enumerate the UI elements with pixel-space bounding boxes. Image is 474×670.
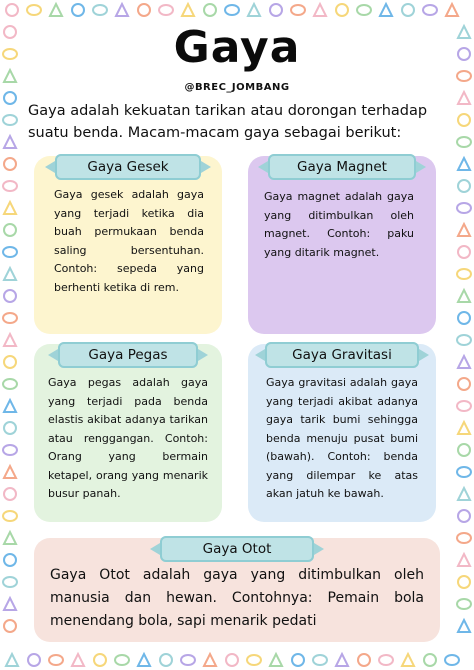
doodle-shape: [3, 181, 17, 191]
doodle-shape: [291, 5, 305, 15]
doodle-shape: [4, 466, 16, 478]
doodle-shape: [4, 290, 16, 302]
doodle-shape: [458, 620, 470, 632]
doodle-shape: [457, 599, 471, 609]
doodle-shape: [458, 246, 470, 258]
doodle-shape: [49, 655, 63, 665]
doodle-shape: [226, 654, 238, 666]
doodle-shape: [72, 654, 84, 666]
doodle-shape: [458, 312, 470, 324]
card-heading: Gaya Pegas: [58, 342, 198, 368]
doodle-shape: [181, 655, 195, 665]
doodle-shape: [4, 598, 16, 610]
doodle-shape: [458, 158, 470, 170]
doodle-shape: [4, 334, 16, 346]
doodle-shape: [458, 422, 470, 434]
doodle-shape: [336, 654, 348, 666]
doodle-shape: [445, 655, 459, 665]
card-text: Gaya gravitasi adalah gaya yang terjadi akibat adanya gaya tarik bumi sehingga benda menuju pusat bumi (bawah). Contoh: benda yang dilempar ke atas akan jatuh ke bawah.: [266, 376, 418, 500]
doodle-shape: [4, 422, 16, 434]
doodle-shape: [27, 5, 41, 15]
card-heading: Gaya Gesek: [55, 154, 201, 180]
card-gaya-gesek: [34, 156, 222, 334]
doodle-shape: [248, 4, 260, 16]
doodle-shape: [458, 378, 470, 390]
doodle-shape: [270, 4, 282, 16]
doodle-shape: [115, 655, 129, 665]
doodle-shape: [458, 576, 470, 588]
doodle-shape: [457, 269, 471, 279]
card-gaya-otot: [34, 538, 440, 642]
doodle-shape: [458, 554, 470, 566]
doodle-shape: [458, 444, 470, 456]
card-gaya-pegas: [34, 344, 222, 522]
doodle-shape: [160, 654, 172, 666]
doodle-shape: [457, 467, 471, 477]
doodle-shape: [3, 247, 17, 257]
page-title: Gaya: [173, 22, 301, 73]
doodle-shape: [4, 202, 16, 214]
doodle-shape: [138, 654, 150, 666]
doodle-shape: [458, 290, 470, 302]
doodle-shape: [380, 4, 392, 16]
doodle-shape: [3, 577, 17, 587]
doodle-shape: [6, 654, 18, 666]
card-heading: Gaya Otot: [160, 536, 314, 562]
doodle-shape: [4, 488, 16, 500]
doodle-shape: [358, 654, 370, 666]
doodle-shape: [3, 115, 17, 125]
doodle-shape: [402, 654, 414, 666]
doodle-shape: [336, 4, 348, 16]
doodle-shape: [225, 5, 239, 15]
doodle-shape: [424, 654, 436, 666]
doodle-shape: [313, 655, 327, 665]
doodle-shape: [72, 4, 84, 16]
doodle-shape: [446, 4, 458, 16]
doodle-shape: [116, 4, 128, 16]
doodle-shape: [94, 654, 106, 666]
doodle-shape: [458, 488, 470, 500]
doodle-shape: [4, 224, 16, 236]
doodle-shape: [270, 654, 282, 666]
card-heading: Gaya Magnet: [268, 154, 416, 180]
doodle-shape: [3, 379, 17, 389]
card-text: Gaya magnet adalah gaya yang ditimbulkan oleh magnet. Contoh: paku yang ditarik magnet.: [264, 190, 414, 259]
card-text: Gaya pegas adalah gaya yang terjadi pada benda elastis akibat adanya tarikan atau renggangan. Contoh: Orang yang bermain ketapel, orang yang menarik busur panah.: [48, 376, 208, 500]
doodle-shape: [457, 533, 471, 543]
doodle-shape: [4, 158, 16, 170]
doodle-shape: [458, 510, 470, 522]
doodle-shape: [457, 203, 471, 213]
doodle-shape: [4, 620, 16, 632]
doodle-shape: [6, 4, 18, 16]
doodle-shape: [4, 268, 16, 280]
doodle-shape: [138, 4, 150, 16]
doodle-shape: [204, 654, 216, 666]
doodle-shape: [314, 4, 326, 16]
doodle-shape: [4, 554, 16, 566]
card-text: Gaya Otot adalah gaya yang ditimbulkan oleh manusia dan hewan. Contohnya: Pemain bola menendang bola, sapi menarik pedati: [50, 567, 424, 629]
doodle-shape: [28, 654, 40, 666]
doodle-shape: [357, 5, 371, 15]
doodle-shape: [457, 335, 471, 345]
doodle-shape: [4, 400, 16, 412]
doodle-shape: [93, 5, 107, 15]
doodle-shape: [4, 92, 16, 104]
doodle-shape: [457, 137, 471, 147]
doodle-shape: [458, 356, 470, 368]
doodle-shape: [423, 5, 437, 15]
doodle-shape: [159, 5, 173, 15]
doodle-shape: [458, 114, 470, 126]
doodle-shape: [4, 356, 16, 368]
doodle-shape: [182, 4, 194, 16]
intro-paragraph: Gaya adalah kekuatan tarikan atau dorongan terhadap suatu benda. Macam-macam gaya sebagai berikut:: [28, 103, 428, 141]
doodle-shape: [3, 313, 17, 323]
card-gaya-gravitasi: [248, 344, 436, 522]
doodle-shape: [402, 4, 414, 16]
doodle-shape: [379, 655, 393, 665]
doodle-shape: [292, 654, 304, 666]
doodle-shape: [3, 511, 17, 521]
doodle-shape: [4, 532, 16, 544]
doodle-shape: [4, 136, 16, 148]
card-text: Gaya gesek adalah gaya yang terjadi ketika dia buah permukaan benda saling bersentuhan. Contoh: sepeda yang berhenti ketika di rem.: [54, 188, 204, 294]
doodle-shape: [458, 92, 470, 104]
doodle-shape: [458, 224, 470, 236]
card-gaya-magnet: [248, 156, 436, 334]
doodle-shape: [3, 445, 17, 455]
doodle-shape: [458, 180, 470, 192]
card-heading: Gaya Gravitasi: [265, 342, 419, 368]
author-handle: @BREC_JOMBANG: [184, 82, 290, 93]
doodle-shape: [457, 401, 471, 411]
doodle-shape: [204, 4, 216, 16]
doodle-shape: [247, 655, 261, 665]
doodle-shape: [50, 4, 62, 16]
